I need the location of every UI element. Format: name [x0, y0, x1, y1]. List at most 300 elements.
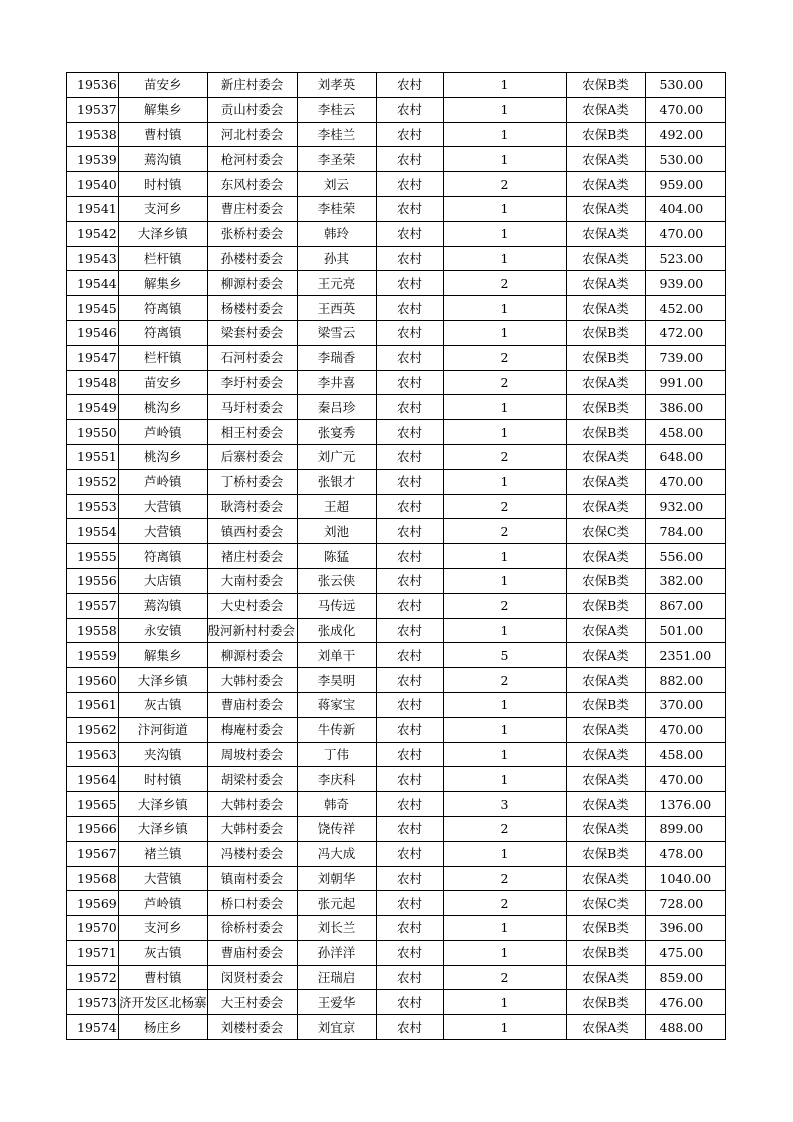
amount-cell: 859.00: [645, 965, 725, 990]
person-name-cell: 李圣荣: [297, 147, 376, 172]
person-name-cell: 张成化: [297, 618, 376, 643]
record-id-cell: 19548: [67, 370, 119, 395]
person-count-cell: 5: [443, 643, 566, 668]
insurance-category-cell: 农保B类: [566, 122, 645, 147]
record-id-cell: 19562: [67, 717, 119, 742]
person-name-cell: 刘朝华: [297, 866, 376, 891]
township-cell: 桃沟乡: [119, 444, 208, 469]
record-id-cell: 19556: [67, 568, 119, 593]
village-committee-cell: 相王村委会: [207, 420, 297, 445]
township-cell: 大泽乡镇: [119, 668, 208, 693]
person-count-cell: 1: [443, 147, 566, 172]
table-row: [67, 668, 726, 693]
insurance-category-cell: 农保A类: [566, 668, 645, 693]
household-type-cell: 农村: [376, 891, 443, 916]
table-row: [67, 469, 726, 494]
township-cell: 灰古镇: [119, 692, 208, 717]
village-committee-cell: 周坡村委会: [207, 742, 297, 767]
household-type-cell: 农村: [376, 618, 443, 643]
village-committee-cell: 闵贤村委会: [207, 965, 297, 990]
household-type-cell: 农村: [376, 940, 443, 965]
insurance-category-cell: 农保B类: [566, 73, 645, 98]
amount-cell: 556.00: [645, 544, 725, 569]
insurance-category-cell: 农保A类: [566, 444, 645, 469]
amount-cell: 501.00: [645, 618, 725, 643]
person-name-cell: 蒋家宝: [297, 692, 376, 717]
record-id-cell: 19555: [67, 544, 119, 569]
township-cell: 蔫沟镇: [119, 593, 208, 618]
table-row: [67, 940, 726, 965]
person-name-cell: 王超: [297, 494, 376, 519]
household-type-cell: 农村: [376, 692, 443, 717]
amount-cell: 784.00: [645, 519, 725, 544]
insurance-category-cell: 农保B类: [566, 345, 645, 370]
household-type-cell: 农村: [376, 519, 443, 544]
person-name-cell: 刘云: [297, 172, 376, 197]
household-type-cell: 农村: [376, 916, 443, 941]
village-committee-cell: 曹庄村委会: [207, 196, 297, 221]
table-row: [67, 742, 726, 767]
insurance-category-cell: 农保A类: [566, 643, 645, 668]
amount-cell: 530.00: [645, 147, 725, 172]
township-cell: 褚兰镇: [119, 841, 208, 866]
township-cell: 时村镇: [119, 172, 208, 197]
table-row: [67, 841, 726, 866]
village-committee-cell: 曹庙村委会: [207, 692, 297, 717]
record-id-cell: 19542: [67, 221, 119, 246]
household-type-cell: 农村: [376, 717, 443, 742]
household-type-cell: 农村: [376, 221, 443, 246]
record-id-cell: 19551: [67, 444, 119, 469]
person-count-cell: 1: [443, 916, 566, 941]
village-committee-cell: 大韩村委会: [207, 816, 297, 841]
insurance-category-cell: 农保B类: [566, 990, 645, 1015]
person-name-cell: 李桂荣: [297, 196, 376, 221]
record-id-cell: 19574: [67, 1015, 119, 1040]
township-cell: 夹沟镇: [119, 742, 208, 767]
table-row: [67, 891, 726, 916]
record-id-cell: 19563: [67, 742, 119, 767]
record-id-cell: 19539: [67, 147, 119, 172]
village-committee-cell: 石河村委会: [207, 345, 297, 370]
record-id-cell: 19566: [67, 816, 119, 841]
amount-cell: 458.00: [645, 420, 725, 445]
insurance-category-cell: 农保B类: [566, 320, 645, 345]
insurance-category-cell: 农保C类: [566, 891, 645, 916]
township-cell: 栏杆镇: [119, 345, 208, 370]
amount-cell: 959.00: [645, 172, 725, 197]
table-row: [67, 916, 726, 941]
amount-cell: 382.00: [645, 568, 725, 593]
household-type-cell: 农村: [376, 395, 443, 420]
township-cell: 栏杆镇: [119, 246, 208, 271]
township-cell: 符离镇: [119, 544, 208, 569]
insurance-category-cell: 农保A类: [566, 866, 645, 891]
person-name-cell: 冯大成: [297, 841, 376, 866]
table-row: [67, 73, 726, 98]
person-count-cell: 2: [443, 965, 566, 990]
person-name-cell: 丁伟: [297, 742, 376, 767]
amount-cell: 523.00: [645, 246, 725, 271]
household-type-cell: 农村: [376, 668, 443, 693]
village-committee-cell: 杨楼村委会: [207, 296, 297, 321]
household-type-cell: 农村: [376, 370, 443, 395]
person-count-cell: 1: [443, 469, 566, 494]
household-type-cell: 农村: [376, 97, 443, 122]
township-cell: 曹村镇: [119, 965, 208, 990]
village-committee-cell: 梁套村委会: [207, 320, 297, 345]
amount-cell: 882.00: [645, 668, 725, 693]
household-type-cell: 农村: [376, 320, 443, 345]
amount-cell: 458.00: [645, 742, 725, 767]
table-row: [67, 122, 726, 147]
insurance-category-cell: 农保A类: [566, 370, 645, 395]
household-type-cell: 农村: [376, 420, 443, 445]
household-type-cell: 农村: [376, 73, 443, 98]
person-name-cell: 李昊明: [297, 668, 376, 693]
household-type-cell: 农村: [376, 643, 443, 668]
person-name-cell: 汪瑞启: [297, 965, 376, 990]
village-committee-cell: 冯楼村委会: [207, 841, 297, 866]
person-count-cell: 1: [443, 196, 566, 221]
township-cell: 大泽乡镇: [119, 221, 208, 246]
insurance-category-cell: 农保B类: [566, 940, 645, 965]
village-committee-cell: 李圩村委会: [207, 370, 297, 395]
table-row: [67, 494, 726, 519]
record-id-cell: 19571: [67, 940, 119, 965]
township-cell: 永安镇: [119, 618, 208, 643]
township-cell: 大营镇: [119, 866, 208, 891]
record-id-cell: 19545: [67, 296, 119, 321]
insurance-category-cell: 农保B类: [566, 692, 645, 717]
insurance-category-cell: 农保B类: [566, 841, 645, 866]
person-count-cell: 1: [443, 940, 566, 965]
household-type-cell: 农村: [376, 593, 443, 618]
household-type-cell: 农村: [376, 816, 443, 841]
record-id-cell: 19546: [67, 320, 119, 345]
amount-cell: 478.00: [645, 841, 725, 866]
person-name-cell: 李瑞香: [297, 345, 376, 370]
village-committee-cell: 殷河新村村委会: [207, 618, 297, 643]
amount-cell: 1376.00: [645, 792, 725, 817]
person-count-cell: 1: [443, 320, 566, 345]
township-cell: 支河乡: [119, 916, 208, 941]
amount-cell: 404.00: [645, 196, 725, 221]
amount-cell: 530.00: [645, 73, 725, 98]
village-committee-cell: 大王村委会: [207, 990, 297, 1015]
amount-cell: 452.00: [645, 296, 725, 321]
record-id-cell: 19559: [67, 643, 119, 668]
table-row: [67, 147, 726, 172]
insurance-category-cell: 农保B类: [566, 395, 645, 420]
household-type-cell: 农村: [376, 792, 443, 817]
insurance-category-cell: 农保A类: [566, 296, 645, 321]
table-row: [67, 420, 726, 445]
person-name-cell: 张宴秀: [297, 420, 376, 445]
township-cell: 芦岭镇: [119, 891, 208, 916]
record-id-cell: 19537: [67, 97, 119, 122]
records-table: [66, 72, 726, 1040]
table-row: [67, 271, 726, 296]
record-id-cell: 19560: [67, 668, 119, 693]
insurance-category-cell: 农保A类: [566, 221, 645, 246]
table-row: [67, 444, 726, 469]
amount-cell: 488.00: [645, 1015, 725, 1040]
village-committee-cell: 大韩村委会: [207, 792, 297, 817]
village-committee-cell: 镇南村委会: [207, 866, 297, 891]
table-body: [67, 73, 726, 1040]
table-row: [67, 990, 726, 1015]
person-name-cell: 韩玲: [297, 221, 376, 246]
record-id-cell: 19547: [67, 345, 119, 370]
person-count-cell: 1: [443, 73, 566, 98]
record-id-cell: 19561: [67, 692, 119, 717]
record-id-cell: 19564: [67, 767, 119, 792]
person-count-cell: 2: [443, 816, 566, 841]
insurance-category-cell: 农保A类: [566, 767, 645, 792]
village-committee-cell: 大韩村委会: [207, 668, 297, 693]
insurance-category-cell: 农保B类: [566, 593, 645, 618]
person-name-cell: 孙洋洋: [297, 940, 376, 965]
household-type-cell: 农村: [376, 345, 443, 370]
household-type-cell: 农村: [376, 494, 443, 519]
village-committee-cell: 东风村委会: [207, 172, 297, 197]
village-committee-cell: 张桥村委会: [207, 221, 297, 246]
insurance-category-cell: 农保A类: [566, 792, 645, 817]
insurance-category-cell: 农保C类: [566, 519, 645, 544]
person-count-cell: 1: [443, 97, 566, 122]
table-row: [67, 866, 726, 891]
household-type-cell: 农村: [376, 469, 443, 494]
record-id-cell: 19544: [67, 271, 119, 296]
person-name-cell: 刘长兰: [297, 916, 376, 941]
insurance-category-cell: 农保A类: [566, 196, 645, 221]
person-name-cell: 李井喜: [297, 370, 376, 395]
person-count-cell: 1: [443, 692, 566, 717]
township-cell: 时村镇: [119, 767, 208, 792]
amount-cell: 648.00: [645, 444, 725, 469]
township-cell: 杨庄乡: [119, 1015, 208, 1040]
person-count-cell: 2: [443, 668, 566, 693]
person-name-cell: 刘单干: [297, 643, 376, 668]
table-row: [67, 767, 726, 792]
village-committee-cell: 后寨村委会: [207, 444, 297, 469]
amount-cell: 932.00: [645, 494, 725, 519]
person-name-cell: 牛传新: [297, 717, 376, 742]
record-id-cell: 19541: [67, 196, 119, 221]
record-id-cell: 19550: [67, 420, 119, 445]
insurance-category-cell: 农保A类: [566, 172, 645, 197]
township-cell: 芦岭镇: [119, 420, 208, 445]
insurance-category-cell: 农保A类: [566, 816, 645, 841]
person-name-cell: 张银才: [297, 469, 376, 494]
amount-cell: 939.00: [645, 271, 725, 296]
person-name-cell: 李桂云: [297, 97, 376, 122]
person-name-cell: 李庆科: [297, 767, 376, 792]
amount-cell: 728.00: [645, 891, 725, 916]
township-cell: 汴河街道: [119, 717, 208, 742]
household-type-cell: 农村: [376, 568, 443, 593]
township-cell: 芦岭镇: [119, 469, 208, 494]
township-cell: 灰古镇: [119, 940, 208, 965]
person-count-cell: 1: [443, 990, 566, 1015]
insurance-category-cell: 农保A类: [566, 742, 645, 767]
insurance-category-cell: 农保A类: [566, 271, 645, 296]
table-row: [67, 395, 726, 420]
person-name-cell: 王元亮: [297, 271, 376, 296]
village-committee-cell: 梅庵村委会: [207, 717, 297, 742]
record-id-cell: 19536: [67, 73, 119, 98]
insurance-category-cell: 农保B类: [566, 420, 645, 445]
township-cell: 解集乡: [119, 271, 208, 296]
person-name-cell: 刘池: [297, 519, 376, 544]
village-committee-cell: 马圩村委会: [207, 395, 297, 420]
village-committee-cell: 枪河村委会: [207, 147, 297, 172]
amount-cell: 470.00: [645, 221, 725, 246]
person-count-cell: 1: [443, 618, 566, 643]
township-cell: 符离镇: [119, 320, 208, 345]
amount-cell: 470.00: [645, 717, 725, 742]
person-count-cell: 1: [443, 420, 566, 445]
village-committee-cell: 大南村委会: [207, 568, 297, 593]
table-row: [67, 692, 726, 717]
household-type-cell: 农村: [376, 444, 443, 469]
person-count-cell: 2: [443, 866, 566, 891]
insurance-category-cell: 农保B类: [566, 916, 645, 941]
person-name-cell: 马传远: [297, 593, 376, 618]
insurance-category-cell: 农保A类: [566, 717, 645, 742]
person-count-cell: 1: [443, 122, 566, 147]
amount-cell: 1040.00: [645, 866, 725, 891]
village-committee-cell: 镇西村委会: [207, 519, 297, 544]
person-name-cell: 张元起: [297, 891, 376, 916]
household-type-cell: 农村: [376, 1015, 443, 1040]
township-cell: 济开发区北杨寨: [119, 990, 208, 1015]
table-row: [67, 593, 726, 618]
household-type-cell: 农村: [376, 246, 443, 271]
household-type-cell: 农村: [376, 990, 443, 1015]
record-id-cell: 19557: [67, 593, 119, 618]
person-count-cell: 1: [443, 568, 566, 593]
person-count-cell: 2: [443, 172, 566, 197]
household-type-cell: 农村: [376, 965, 443, 990]
village-committee-cell: 大史村委会: [207, 593, 297, 618]
amount-cell: 899.00: [645, 816, 725, 841]
household-type-cell: 农村: [376, 544, 443, 569]
township-cell: 苗安乡: [119, 370, 208, 395]
table-row: [67, 320, 726, 345]
household-type-cell: 农村: [376, 742, 443, 767]
person-count-cell: 1: [443, 1015, 566, 1040]
person-count-cell: 2: [443, 593, 566, 618]
record-id-cell: 19568: [67, 866, 119, 891]
person-name-cell: 秦吕珍: [297, 395, 376, 420]
table-row: [67, 246, 726, 271]
township-cell: 大营镇: [119, 494, 208, 519]
insurance-category-cell: 农保A类: [566, 965, 645, 990]
table-row: [67, 618, 726, 643]
village-committee-cell: 柳源村委会: [207, 271, 297, 296]
township-cell: 解集乡: [119, 97, 208, 122]
table-row: [67, 1015, 726, 1040]
person-name-cell: 刘宜京: [297, 1015, 376, 1040]
record-id-cell: 19552: [67, 469, 119, 494]
record-id-cell: 19570: [67, 916, 119, 941]
village-committee-cell: 刘楼村委会: [207, 1015, 297, 1040]
person-count-cell: 2: [443, 345, 566, 370]
village-committee-cell: 贡山村委会: [207, 97, 297, 122]
person-name-cell: 李桂兰: [297, 122, 376, 147]
table-row: [67, 519, 726, 544]
household-type-cell: 农村: [376, 122, 443, 147]
amount-cell: 476.00: [645, 990, 725, 1015]
village-committee-cell: 耿湾村委会: [207, 494, 297, 519]
person-name-cell: 陈猛: [297, 544, 376, 569]
person-count-cell: 1: [443, 767, 566, 792]
person-count-cell: 2: [443, 271, 566, 296]
table-row: [67, 221, 726, 246]
person-name-cell: 王西英: [297, 296, 376, 321]
township-cell: 桃沟乡: [119, 395, 208, 420]
person-count-cell: 1: [443, 395, 566, 420]
person-count-cell: 1: [443, 296, 566, 321]
insurance-category-cell: 农保A类: [566, 147, 645, 172]
village-committee-cell: 新庄村委会: [207, 73, 297, 98]
township-cell: 曹村镇: [119, 122, 208, 147]
record-id-cell: 19572: [67, 965, 119, 990]
insurance-category-cell: 农保A类: [566, 469, 645, 494]
township-cell: 蔫沟镇: [119, 147, 208, 172]
record-id-cell: 19553: [67, 494, 119, 519]
table-row: [67, 296, 726, 321]
township-cell: 大泽乡镇: [119, 816, 208, 841]
insurance-category-cell: 农保A类: [566, 246, 645, 271]
table-row: [67, 717, 726, 742]
table-row: [67, 345, 726, 370]
table-row: [67, 196, 726, 221]
table-row: [67, 816, 726, 841]
person-count-cell: 2: [443, 891, 566, 916]
village-committee-cell: 丁桥村委会: [207, 469, 297, 494]
household-type-cell: 农村: [376, 147, 443, 172]
village-committee-cell: 河北村委会: [207, 122, 297, 147]
village-committee-cell: 桥口村委会: [207, 891, 297, 916]
record-id-cell: 19549: [67, 395, 119, 420]
person-count-cell: 2: [443, 370, 566, 395]
table-row: [67, 370, 726, 395]
record-id-cell: 19573: [67, 990, 119, 1015]
township-cell: 解集乡: [119, 643, 208, 668]
township-cell: 苗安乡: [119, 73, 208, 98]
table-row: [67, 643, 726, 668]
township-cell: 大泽乡镇: [119, 792, 208, 817]
amount-cell: 470.00: [645, 469, 725, 494]
record-id-cell: 19565: [67, 792, 119, 817]
village-committee-cell: 胡梁村委会: [207, 767, 297, 792]
amount-cell: 386.00: [645, 395, 725, 420]
amount-cell: 492.00: [645, 122, 725, 147]
village-committee-cell: 褚庄村委会: [207, 544, 297, 569]
person-count-cell: 2: [443, 519, 566, 544]
table-row: [67, 568, 726, 593]
township-cell: 大营镇: [119, 519, 208, 544]
insurance-category-cell: 农保A类: [566, 1015, 645, 1040]
insurance-category-cell: 农保B类: [566, 568, 645, 593]
person-name-cell: 梁雪云: [297, 320, 376, 345]
person-count-cell: 2: [443, 494, 566, 519]
record-id-cell: 19540: [67, 172, 119, 197]
household-type-cell: 农村: [376, 172, 443, 197]
